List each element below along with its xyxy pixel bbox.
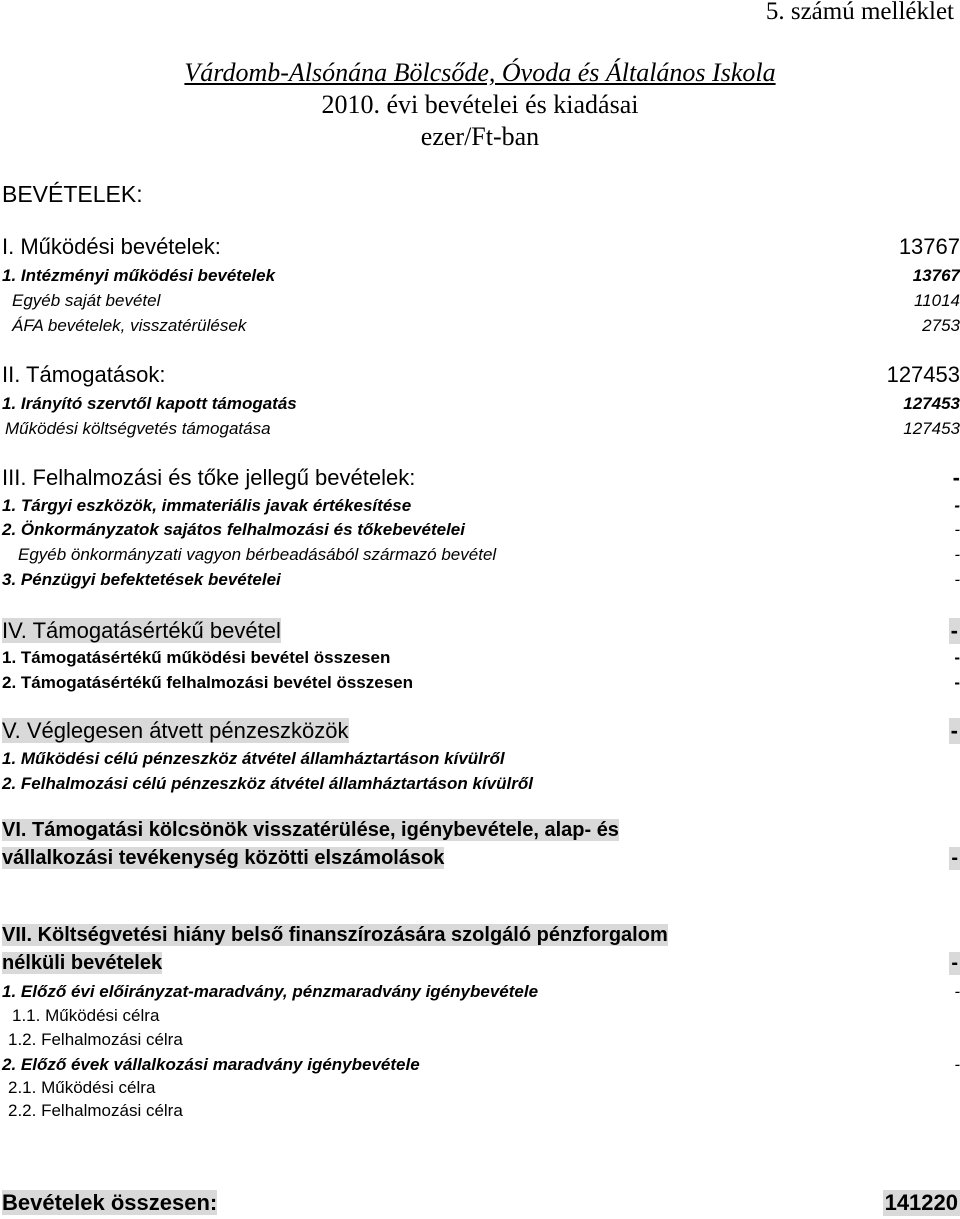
item-value: 11014: [913, 291, 960, 310]
item-value: -: [954, 673, 960, 692]
section-7-label-line-2-text: nélküli bevételek: [2, 952, 163, 974]
item-label: 1. Intézményi működési bevételek: [2, 266, 276, 285]
section-4-value: -: [950, 618, 958, 643]
item-label: 2.2. Felhalmozási célra: [8, 1101, 183, 1120]
section-3-value: -: [952, 465, 960, 490]
section-6-label-line-2-text: vállalkozási tevékenység közötti elszámolások: [2, 847, 445, 869]
item-value: 2753: [922, 316, 960, 335]
section-6-label-line-1: [2, 819, 619, 842]
item-label: 2. Támogatásértékű felhalmozási bevétel összesen: [2, 673, 414, 692]
section-4-label-text: IV. Támogatásértékű bevétel: [2, 618, 281, 643]
item-value: -: [954, 1055, 960, 1074]
item-label: 1. Működési célú pénzeszköz átvétel államháztartáson kívülről: [2, 749, 505, 768]
item-label: Egyéb saját bevétel: [12, 291, 161, 310]
item-value: -: [954, 648, 960, 667]
item-value: -: [954, 570, 960, 589]
section-6-value: -: [951, 847, 958, 869]
item-value: 13767: [912, 266, 960, 285]
item-value: 127453: [903, 394, 960, 413]
document-subtitle: 2010. évi bevételei és kiadásai: [321, 90, 639, 119]
section-7-label-line-1: [2, 924, 668, 947]
item-label: ÁFA bevételek, visszatérülések: [12, 316, 247, 335]
item-value: 127453: [903, 419, 960, 438]
item-label: 2. Önkormányzatok sajátos felhalmozási és tőkebevételei: [2, 520, 465, 539]
section-5-label-text: V. Véglegesen átvett pénzeszközök: [2, 718, 349, 743]
item-value: -: [954, 545, 960, 564]
item-label: 3. Pénzügyi befektetések bevételei: [2, 570, 281, 589]
section-3-label: III. Felhalmozási és tőke jellegű bevételek:: [2, 465, 416, 490]
section-1-label: I. Működési bevételek:: [2, 234, 221, 259]
item-label: Működési költségvetés támogatása: [5, 419, 271, 438]
item-label: 1. Támogatásértékű működési bevétel összesen: [2, 648, 391, 667]
item-label: 1. Irányító szervtől kapott támogatás: [2, 394, 297, 413]
total-label-text: Bevételek összesen:: [2, 1190, 218, 1215]
item-label: 2.1. Működési célra: [8, 1078, 156, 1097]
section-5-value: -: [950, 718, 958, 743]
section-6-label-line-2: [2, 847, 444, 870]
section-5-label: [2, 718, 349, 744]
total-value: 141220: [884, 1190, 958, 1215]
unit-label: ezer/Ft-ban: [420, 122, 540, 151]
item-label: 2. Felhalmozási célú pénzeszköz átvétel államháztartáson kívülről: [2, 774, 533, 793]
section-6-label-line-1-text: VI. Támogatási kölcsönök visszatérülése, igénybevétele, alap- és: [2, 819, 619, 841]
item-label: 1. Tárgyi eszközök, immateriális javak értékesítése: [2, 496, 412, 515]
item-label: 1.2. Felhalmozási célra: [8, 1030, 183, 1049]
section-2-value: 127453: [886, 362, 960, 387]
item-label: 1.1. Működési célra: [12, 1006, 160, 1025]
item-label: 1. Előző évi előirányzat-maradvány, pénzmaradvány igénybevétele: [2, 982, 539, 1001]
section-7-value: -: [951, 952, 958, 974]
section-2-label: II. Támogatások:: [2, 362, 166, 387]
item-value: -: [954, 520, 960, 539]
institution-title: [0, 58, 960, 88]
section-4-label: [2, 618, 281, 644]
section-1-value: 13767: [898, 234, 960, 259]
item-label: Egyéb önkormányzati vagyon bérbeadásából származó bevétel: [18, 545, 497, 564]
section-7-label-line-1-text: VII. Költségvetési hiány belső finanszírozására szolgáló pénzforgalom: [2, 924, 668, 946]
institution-name: Várdomb-Alsónána Bölcsőde, Óvoda és Általános Iskola: [184, 58, 776, 87]
item-label: 2. Előző évek vállalkozási maradvány igénybevétele: [2, 1055, 420, 1074]
item-value: -: [954, 496, 960, 515]
revenues-heading: BEVÉTELEK:: [2, 181, 143, 207]
total-label: [2, 1190, 217, 1216]
section-7-label-line-2: [2, 952, 162, 975]
annex-label: 5. számú melléklet: [765, 0, 954, 25]
item-value: -: [954, 982, 960, 1001]
